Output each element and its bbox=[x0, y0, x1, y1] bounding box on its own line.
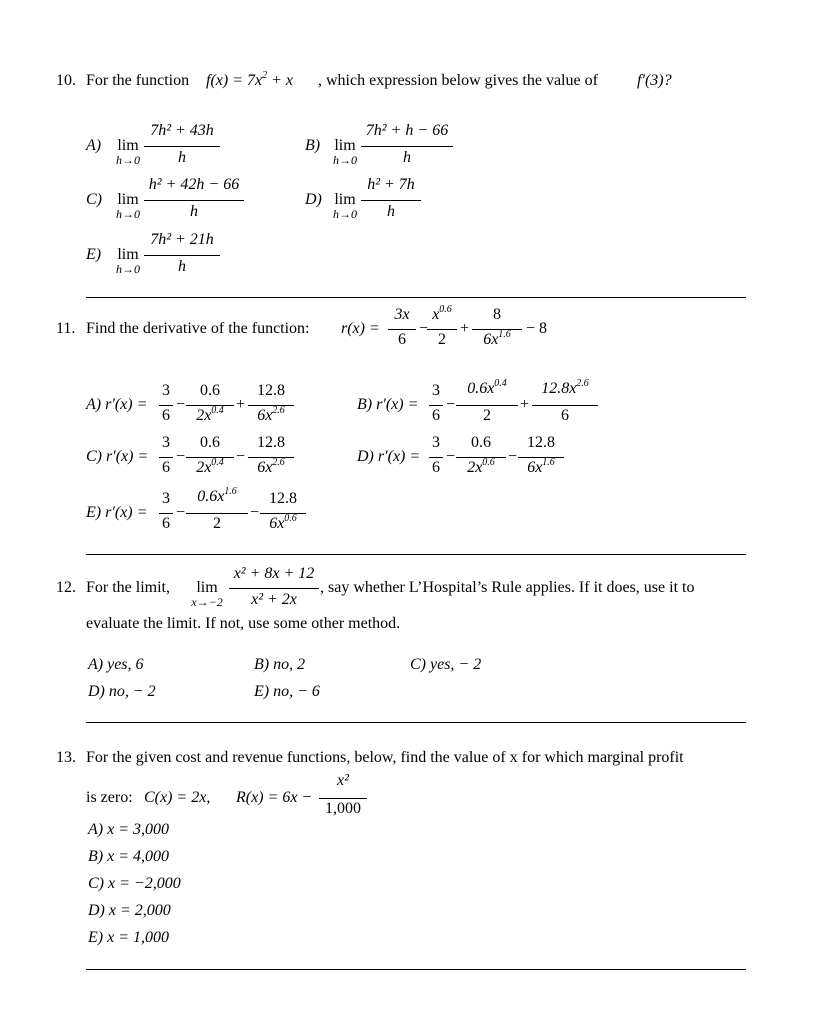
q10-e-fraction: 7h² + 21h h bbox=[144, 231, 220, 279]
q10-a-label: A) bbox=[86, 137, 102, 154]
q11-term-3: 8 $6x^{1.6}$ bbox=[472, 306, 522, 352]
q13-option-a[interactable]: A) x = 3,000 bbox=[88, 821, 169, 838]
q12-fraction: x² + 8x + 12 x² + 2x bbox=[229, 565, 319, 613]
q11-d-t1: 3 6 bbox=[429, 434, 443, 480]
q11-e-t1: 3 6 bbox=[159, 490, 173, 536]
q11-e-op2: − bbox=[250, 504, 260, 521]
q11-d-t3: 12.8 $6x^{1.6}$ bbox=[518, 434, 564, 480]
q12-number: 12. bbox=[56, 579, 76, 596]
q10-d-lim: lim h→0 bbox=[333, 191, 357, 221]
q11-e-t2: $0.6x^{1.6}$ 2 bbox=[186, 488, 248, 536]
q10-b-fraction: 7h² + h − 66 h bbox=[361, 122, 453, 170]
q12-prompt-pre: For the limit, bbox=[86, 579, 170, 596]
q10-a-lim: lim h→0 bbox=[116, 137, 140, 167]
divider bbox=[86, 969, 746, 970]
q11-d-t2: 0.6 $2x^{0.6}$ bbox=[456, 434, 506, 480]
q12-lim: lim x→−2 bbox=[191, 579, 223, 609]
q13-number: 13. bbox=[56, 749, 76, 766]
q13-option-b[interactable]: B) x = 4,000 bbox=[88, 848, 169, 865]
q10-prompt-post: , which expression below gives the value of bbox=[318, 72, 598, 89]
q11-d-op1: − bbox=[446, 448, 456, 465]
q11-b-t3: $12.8x^{2.6}$ 6 bbox=[532, 380, 598, 428]
q11-a-t1: 3 6 bbox=[159, 382, 173, 428]
q11-tail: − 8 bbox=[526, 320, 548, 337]
q11-number: 11. bbox=[56, 320, 76, 337]
q13-line2-pre: is zero: bbox=[86, 789, 133, 806]
q10-c-lim: lim h→0 bbox=[116, 191, 140, 221]
q10-c-fraction: h² + 42h − 66 h bbox=[144, 176, 244, 224]
q10-number: 10. bbox=[56, 72, 76, 89]
q11-a-op1: − bbox=[176, 396, 186, 413]
q10-b-lim: lim h→0 bbox=[333, 137, 357, 167]
q11-c-t2: 0.6 $2x^{0.4}$ bbox=[186, 434, 234, 480]
q13-line1: For the given cost and revenue functions, below, find the value of x for which marginal profit bbox=[86, 749, 684, 766]
q13-rev-lhs: R(x) = 6x − bbox=[236, 789, 313, 806]
q10-fprime: f′(3)? bbox=[637, 72, 672, 89]
q11-d-label: D) r′(x) = bbox=[357, 448, 421, 465]
q11-b-op2: + bbox=[520, 396, 530, 413]
q10-e-label: E) bbox=[86, 246, 102, 263]
q11-c-op2: − bbox=[236, 448, 246, 465]
q13-option-e[interactable]: E) x = 1,000 bbox=[88, 929, 169, 946]
q10-func: $f(x) = 7x^2 + x$ bbox=[206, 70, 294, 89]
q11-func-lhs: r(x) = bbox=[341, 320, 380, 337]
q11-prompt: Find the derivative of the function: bbox=[86, 320, 310, 337]
q10-d-fraction: h² + 7h h bbox=[361, 176, 421, 224]
q11-e-t3: 12.8 $6x^{0.6}$ bbox=[260, 490, 306, 536]
q12-option-a[interactable]: A) yes, 6 bbox=[88, 656, 144, 673]
q10-a-fraction: 7h² + 43h h bbox=[144, 122, 220, 170]
divider bbox=[86, 297, 746, 298]
q12-option-d[interactable]: D) no, − 2 bbox=[88, 683, 156, 700]
q12-prompt-post: , say whether L’Hospital’s Rule applies. If it does, use it to bbox=[320, 579, 695, 596]
q11-minus: − bbox=[419, 320, 429, 337]
divider bbox=[86, 554, 746, 555]
q11-b-label: B) r′(x) = bbox=[357, 396, 419, 413]
q11-e-label: E) r′(x) = bbox=[86, 504, 148, 521]
q11-b-t1: 3 6 bbox=[429, 382, 443, 428]
q12-option-b[interactable]: B) no, 2 bbox=[254, 656, 306, 673]
q10-d-label: D) bbox=[305, 191, 322, 208]
q11-d-op2: − bbox=[508, 448, 518, 465]
q12-option-e[interactable]: E) no, − 6 bbox=[254, 683, 320, 700]
q13-option-c[interactable]: C) x = −2,000 bbox=[88, 875, 181, 892]
q11-a-label: A) r′(x) = bbox=[86, 396, 148, 413]
q11-a-t3: 12.8 $6x^{2.6}$ bbox=[248, 382, 294, 428]
q11-c-t1: 3 6 bbox=[159, 434, 173, 480]
q11-b-t2: $0.6x^{0.4}$ 2 bbox=[456, 380, 518, 428]
q11-c-t3: 12.8 $6x^{2.6}$ bbox=[248, 434, 294, 480]
q11-c-op1: − bbox=[176, 448, 186, 465]
q10-prompt-pre: For the function bbox=[86, 72, 190, 89]
q10-b-label: B) bbox=[305, 137, 321, 154]
divider bbox=[86, 722, 746, 723]
q10-c-label: C) bbox=[86, 191, 102, 208]
q11-a-op2: + bbox=[236, 396, 246, 413]
q11-term-1: 3x 6 bbox=[388, 306, 416, 352]
q11-c-label: C) r′(x) = bbox=[86, 448, 149, 465]
q11-a-t2: 0.6 $2x^{0.4}$ bbox=[186, 382, 234, 428]
q11-e-op1: − bbox=[176, 504, 186, 521]
q13-cost: C(x) = 2x, bbox=[144, 789, 211, 806]
q11-plus: + bbox=[460, 320, 470, 337]
q13-rev-fraction: x² 1,000 bbox=[319, 772, 367, 822]
q11-b-op1: − bbox=[446, 396, 456, 413]
q10-e-lim: lim h→0 bbox=[116, 246, 140, 276]
q11-term-2: $x^{0.6}$ 2 bbox=[427, 306, 457, 352]
q13-option-d[interactable]: D) x = 2,000 bbox=[88, 902, 171, 919]
q12-line2: evaluate the limit. If not, use some other method. bbox=[86, 615, 401, 632]
q12-option-c[interactable]: C) yes, − 2 bbox=[410, 656, 482, 673]
